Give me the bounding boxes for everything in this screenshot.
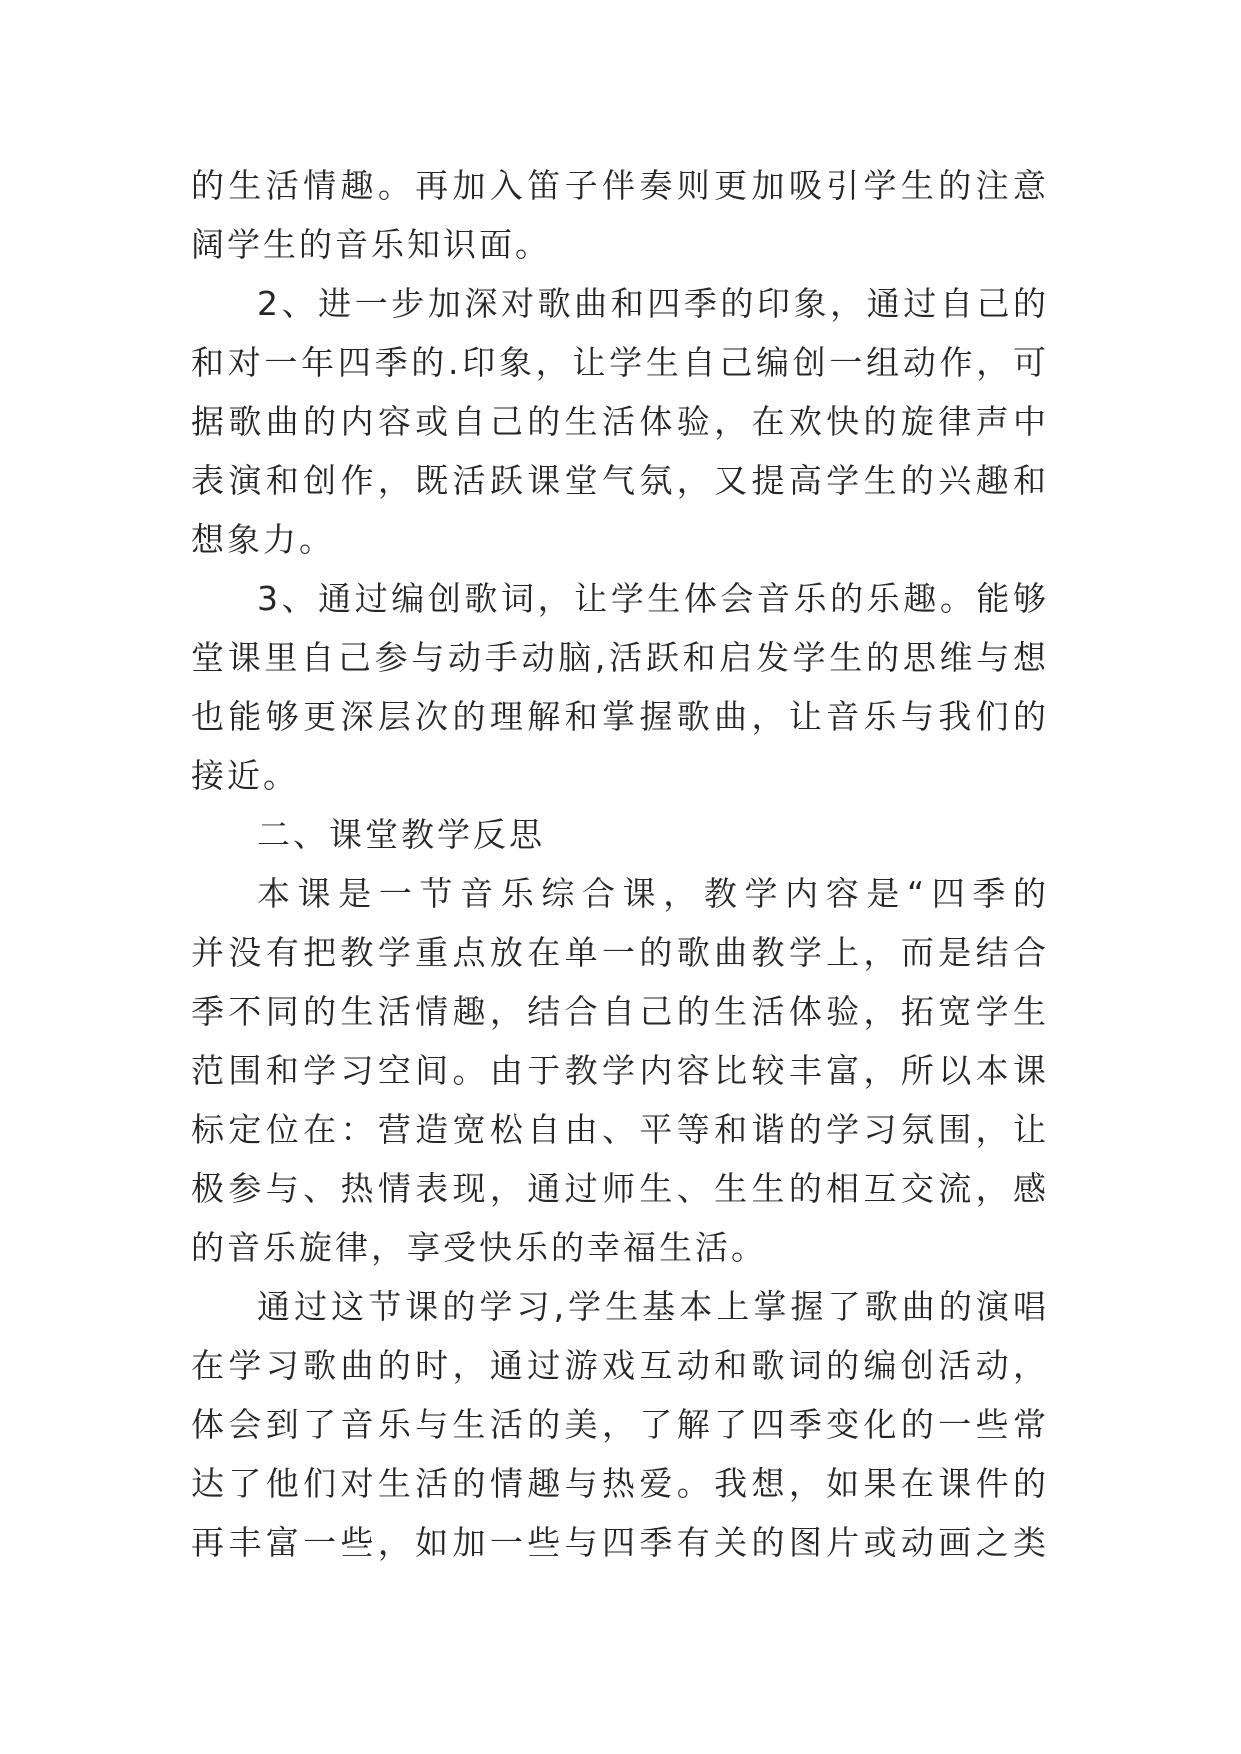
- document-body: [191, 156, 1049, 1572]
- text-line: 范围和学习空间。由于教学内容比较丰富，所以本课: [191, 1051, 1049, 1090]
- text-line: 的音乐旋律，享受快乐的幸福生活。: [191, 1228, 767, 1267]
- text-line: 2、进一步加深对歌曲和四季的印象，通过自己的: [257, 284, 1049, 323]
- text-line: 极参与、热情表现，通过师生、生生的相互交流，感: [191, 1169, 1049, 1208]
- text-line: 达了他们对生活的情趣与热爱。我想，如果在课件的: [191, 1464, 1049, 1503]
- text-line: 3、通过编创歌词，让学生体会音乐的乐趣。能够: [257, 579, 1049, 618]
- text-line: 通过这节课的学习,学生基本上掌握了歌曲的演唱: [257, 1287, 1049, 1326]
- text-line: 体会到了音乐与生活的美，了解了四季变化的一些常: [191, 1405, 1049, 1444]
- text-line: 的生活情趣。再加入笛子伴奏则更加吸引学生的注意: [191, 166, 1049, 205]
- text-line: 季不同的生活情趣，结合自己的生活体验，拓宽学生: [191, 992, 1049, 1031]
- text-line: 表演和创作，既活跃课堂气氛，又提高学生的兴趣和: [191, 461, 1049, 500]
- text-line: 据歌曲的内容或自己的生活体验，在欢快的旋律声中: [191, 402, 1049, 441]
- text-line: 在学习歌曲的时，通过游戏互动和歌词的编创活动，: [191, 1346, 1049, 1385]
- text-line: 和对一年四季的.印象，让学生自己编创一组动作，可: [191, 343, 1049, 382]
- text-line: 并没有把教学重点放在单一的歌曲教学上，而是结合: [191, 933, 1049, 972]
- text-line: 标定位在：营造宽松自由、平等和谐的学习氛围，让: [191, 1110, 1049, 1149]
- text-line: 想象力。: [191, 520, 335, 559]
- text-line: 本课是一节音乐综合课，教学内容是“四季的: [257, 874, 1049, 913]
- text-line: 堂课里自己参与动手动脑,活跃和启发学生的思维与想: [191, 638, 1049, 677]
- text-line: 二、课堂教学反思: [257, 815, 545, 854]
- text-line: 再丰富一些，如加一些与四季有关的图片或动画之类: [191, 1523, 1049, 1562]
- text-line: 接近。: [191, 756, 299, 795]
- text-line: 也能够更深层次的理解和掌握歌曲，让音乐与我们的: [191, 697, 1049, 736]
- text-line: 阔学生的音乐知识面。: [191, 225, 551, 264]
